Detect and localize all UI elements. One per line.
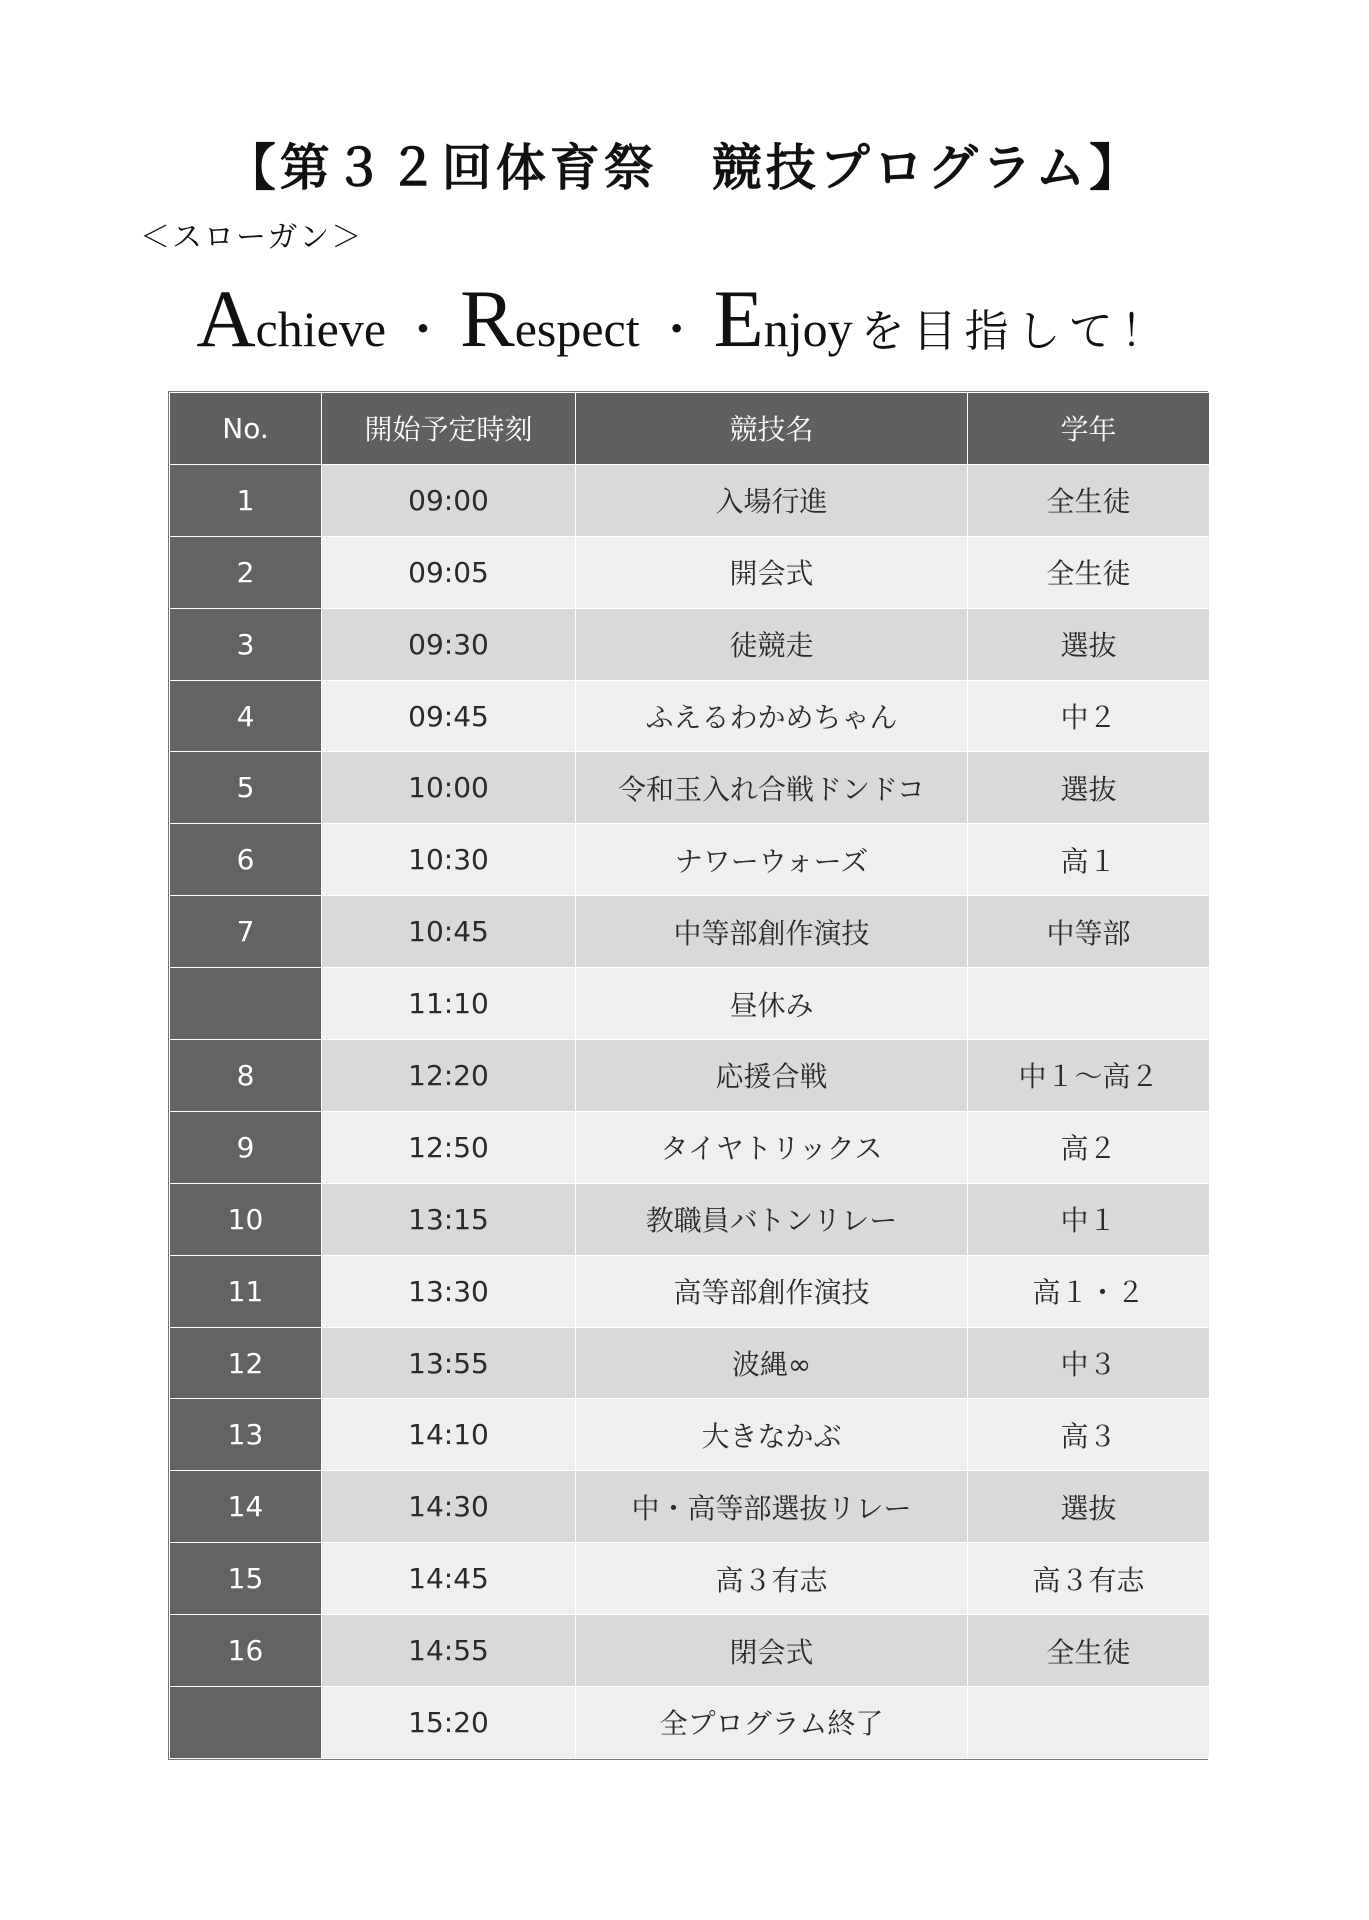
cell-event-name: 徒競走 bbox=[576, 608, 968, 680]
cell-no: 1 bbox=[170, 464, 322, 536]
cell-event-name: ふえるわかめちゃん bbox=[576, 680, 968, 752]
header-event-name: 競技名 bbox=[576, 393, 968, 465]
cell-start-time: 13:30 bbox=[322, 1255, 576, 1327]
cell-grade: 中１ bbox=[968, 1183, 1210, 1255]
cell-grade: 選抜 bbox=[968, 608, 1210, 680]
table-row bbox=[170, 464, 1210, 536]
cell-event-name: 開会式 bbox=[576, 536, 968, 608]
cell-no: 16 bbox=[170, 1615, 322, 1687]
table-row bbox=[170, 1040, 1210, 1112]
cell-no: 7 bbox=[170, 896, 322, 968]
table-row bbox=[170, 1183, 1210, 1255]
cell-start-time: 14:45 bbox=[322, 1543, 576, 1615]
cell-start-time: 10:00 bbox=[322, 752, 576, 824]
cell-event-name: 昼休み bbox=[576, 968, 968, 1040]
cell-no: 11 bbox=[170, 1255, 322, 1327]
cell-grade: 高３ bbox=[968, 1399, 1210, 1471]
cell-no: 3 bbox=[170, 608, 322, 680]
cell-start-time: 14:10 bbox=[322, 1399, 576, 1471]
table-row bbox=[170, 1543, 1210, 1615]
cell-event-name: 高等部創作演技 bbox=[576, 1255, 968, 1327]
cell-event-name: 高３有志 bbox=[576, 1543, 968, 1615]
header-grade: 学年 bbox=[968, 393, 1210, 465]
cell-no: 5 bbox=[170, 752, 322, 824]
cell-no: 15 bbox=[170, 1543, 322, 1615]
cell-no: 8 bbox=[170, 1040, 322, 1112]
slogan-separator: ・ bbox=[653, 305, 700, 356]
cell-event-name: 全プログラム終了 bbox=[576, 1687, 968, 1759]
table-row bbox=[170, 1687, 1210, 1759]
cell-no bbox=[170, 968, 322, 1040]
cell-event-name: 入場行進 bbox=[576, 464, 968, 536]
cell-grade: 中１～高２ bbox=[968, 1040, 1210, 1112]
slogan-tail: を目指して！ bbox=[860, 306, 1173, 357]
cell-no: 13 bbox=[170, 1399, 322, 1471]
program-table bbox=[168, 391, 1208, 1760]
cell-no bbox=[170, 1687, 322, 1759]
slogan bbox=[0, 272, 1369, 366]
table-row bbox=[170, 896, 1210, 968]
table-row bbox=[170, 1399, 1210, 1471]
cell-grade: 高３有志 bbox=[968, 1543, 1210, 1615]
cell-event-name: タイヤトリックス bbox=[576, 1111, 968, 1183]
cell-start-time: 09:30 bbox=[322, 608, 576, 680]
cell-start-time: 09:00 bbox=[322, 464, 576, 536]
cell-start-time: 10:30 bbox=[322, 824, 576, 896]
cell-event-name: ナワーウォーズ bbox=[576, 824, 968, 896]
cell-event-name: 令和玉入れ合戦ドンドコ bbox=[576, 752, 968, 824]
slogan-achieve-initial: A bbox=[196, 273, 256, 364]
table-row bbox=[170, 968, 1210, 1040]
cell-grade: 高１ bbox=[968, 824, 1210, 896]
cell-grade: 中３ bbox=[968, 1327, 1210, 1399]
cell-grade: 全生徒 bbox=[968, 464, 1210, 536]
cell-grade bbox=[968, 1687, 1210, 1759]
slogan-separator: ・ bbox=[400, 305, 447, 356]
cell-grade: 選抜 bbox=[968, 1471, 1210, 1543]
cell-event-name: 閉会式 bbox=[576, 1615, 968, 1687]
cell-grade: 全生徒 bbox=[968, 536, 1210, 608]
cell-event-name: 波縄∞ bbox=[576, 1327, 968, 1399]
table-row bbox=[170, 1111, 1210, 1183]
slogan-enjoy-initial: E bbox=[713, 273, 764, 364]
cell-event-name: 応援合戦 bbox=[576, 1040, 968, 1112]
cell-grade: 中２ bbox=[968, 680, 1210, 752]
table-row bbox=[170, 1471, 1210, 1543]
cell-start-time: 14:55 bbox=[322, 1615, 576, 1687]
cell-start-time: 10:45 bbox=[322, 896, 576, 968]
cell-no: 10 bbox=[170, 1183, 322, 1255]
slogan-enjoy-rest: njoy bbox=[763, 301, 853, 357]
cell-start-time: 12:50 bbox=[322, 1111, 576, 1183]
cell-start-time: 09:05 bbox=[322, 536, 576, 608]
cell-event-name: 中・高等部選抜リレー bbox=[576, 1471, 968, 1543]
cell-event-name: 中等部創作演技 bbox=[576, 896, 968, 968]
cell-grade bbox=[968, 968, 1210, 1040]
cell-start-time: 14:30 bbox=[322, 1471, 576, 1543]
cell-no: 12 bbox=[170, 1327, 322, 1399]
table-row bbox=[170, 1615, 1210, 1687]
table-row bbox=[170, 1255, 1210, 1327]
header-no: No. bbox=[170, 393, 322, 465]
cell-grade: 高２ bbox=[968, 1111, 1210, 1183]
cell-start-time: 15:20 bbox=[322, 1687, 576, 1759]
table-row bbox=[170, 1327, 1210, 1399]
cell-start-time: 13:55 bbox=[322, 1327, 576, 1399]
cell-start-time: 13:15 bbox=[322, 1183, 576, 1255]
cell-no: 6 bbox=[170, 824, 322, 896]
cell-start-time: 09:45 bbox=[322, 680, 576, 752]
slogan-respect-rest: espect bbox=[514, 301, 640, 357]
cell-no: 4 bbox=[170, 680, 322, 752]
slogan-achieve-rest: chieve bbox=[255, 301, 387, 357]
cell-no: 14 bbox=[170, 1471, 322, 1543]
table-row bbox=[170, 680, 1210, 752]
cell-grade: 高１・２ bbox=[968, 1255, 1210, 1327]
slogan-label: ＜スローガン＞ bbox=[140, 220, 364, 255]
header-start-time: 開始予定時刻 bbox=[322, 393, 576, 465]
cell-no: 9 bbox=[170, 1111, 322, 1183]
slogan-respect-initial: R bbox=[460, 273, 515, 364]
table-body bbox=[170, 464, 1210, 1758]
cell-grade: 中等部 bbox=[968, 896, 1210, 968]
cell-start-time: 11:10 bbox=[322, 968, 576, 1040]
table-row bbox=[170, 752, 1210, 824]
cell-grade: 全生徒 bbox=[968, 1615, 1210, 1687]
page-title: 【第３２回体育祭 競技プログラム】 bbox=[225, 138, 1144, 197]
cell-event-name: 大きなかぶ bbox=[576, 1399, 968, 1471]
cell-grade: 選抜 bbox=[968, 752, 1210, 824]
table-row bbox=[170, 608, 1210, 680]
cell-event-name: 教職員バトンリレー bbox=[576, 1183, 968, 1255]
cell-no: 2 bbox=[170, 536, 322, 608]
cell-start-time: 12:20 bbox=[322, 1040, 576, 1112]
table-row bbox=[170, 824, 1210, 896]
table-header-row bbox=[170, 393, 1210, 465]
table-row bbox=[170, 536, 1210, 608]
